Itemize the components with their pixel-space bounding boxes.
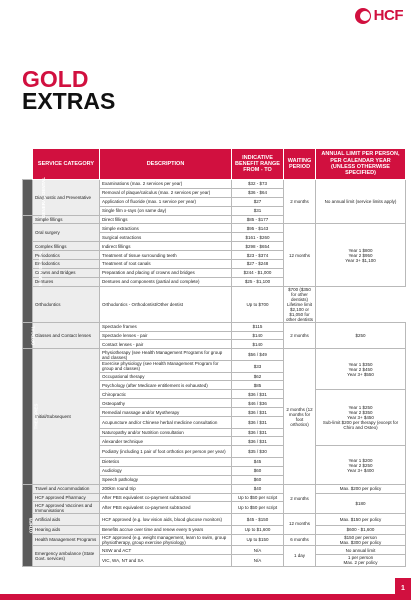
description-cell: Chiropractic [100, 390, 232, 399]
benefit-cell: $33 [232, 360, 284, 372]
table-row [23, 546, 406, 555]
benefit-cell: $35 / $30 [232, 446, 284, 458]
hcf-logo-mark-icon [355, 8, 371, 24]
benefit-cell: $45 [232, 457, 284, 466]
category-cell: Initial/Subsequent [33, 349, 100, 484]
description-cell: Speech pathology [100, 475, 232, 484]
description-cell: Exercise physiology (see Health Management Program for group and classes) [100, 360, 232, 372]
description-cell: Removal of plaque/calculus (max. 2 services per year) [100, 188, 232, 197]
benefit-cell: $36 / $31 [232, 437, 284, 446]
benefit-cell: $85 - $177 [232, 215, 284, 224]
limit-cell: $700 ($350 for other dentists) Lifetime limit $2,100 or $1,050 for other dentists [284, 286, 316, 322]
table-row [23, 484, 406, 493]
limit-cell: 1 per person Max. 2 per policy [316, 554, 406, 566]
title-line-2: EXTRAS [22, 88, 116, 114]
page-number: 1 [395, 578, 411, 600]
benefit-cell: $95 - $143 [232, 224, 284, 233]
benefit-cell: Up to $700 [232, 286, 284, 322]
category-cell: Crowns and Bridges [33, 268, 100, 277]
benefit-cell: $36 - $64 [232, 188, 284, 197]
group-general-dental: GENERAL DENTAL [23, 180, 33, 216]
page-title [22, 68, 115, 112]
group-other: OTHER [23, 484, 33, 566]
description-cell: Naturopathy and/or Nutrition consultation [100, 428, 232, 437]
group-major-dental: MAJOR DENTAL [23, 215, 33, 322]
benefit-cell: $40 [232, 484, 284, 493]
description-cell: Spectacle frames [100, 322, 232, 331]
table-row [23, 534, 406, 546]
description-cell: Remedial massage and/or Myotherapy [100, 408, 232, 417]
benefit-cell: $46 / $36 [232, 399, 284, 408]
benefit-cell: $23 - $374 [232, 251, 284, 260]
description-cell: NSW and ACT [100, 546, 232, 555]
benefit-cell: $140 [232, 331, 284, 340]
header-waiting: WAITING PERIOD [284, 149, 316, 180]
benefit-cell: $161 - $260 [232, 233, 284, 242]
hcf-logo-text: HCF [373, 7, 403, 24]
benefit-cell: N/A [232, 546, 284, 555]
description-cell: Psychology (after Medicare entitlement is exhausted) [100, 381, 232, 390]
description-cell: Osteopathy [100, 399, 232, 408]
limit-cell: Year 1 $800 Year 2 $950 Year 3+ $1,100 [316, 224, 406, 286]
benefit-cell: Up to $1,600 [232, 525, 284, 534]
benefit-cell: $60 [232, 475, 284, 484]
benefit-cell: Up to $50 per script [232, 502, 284, 514]
benefit-cell: $25 - $1,100 [232, 277, 284, 286]
limit-cell: No annual limit (service limits apply) [316, 180, 406, 224]
benefit-cell: N/A [232, 554, 284, 566]
benefits-table [22, 148, 406, 567]
limit-cell: Year 1 $350 Year 2 $450 Year 3+ $550 [316, 349, 406, 390]
category-cell: HCF approved Vaccines and Immunisations [33, 502, 100, 514]
category-cell: Diagnostic and Preventative [33, 180, 100, 216]
description-cell: HCF approved (e.g. low vision aids, blood glucose monitors) [100, 514, 232, 526]
benefit-cell: $140 [232, 340, 284, 349]
description-cell: Occupational therapy [100, 372, 232, 381]
description-cell: Alexander technique [100, 437, 232, 446]
limit-cell: Max. $200 per policy [316, 484, 406, 493]
category-cell: Oral surgery [33, 224, 100, 242]
header-benefit: INDICATIVE BENEFIT RANGE FROM - TO [232, 149, 284, 180]
benefit-cell: $45 - $150 [232, 514, 284, 526]
table-row [23, 224, 406, 233]
category-cell: Orthodontics [33, 286, 100, 322]
benefit-cell: $36 / $31 [232, 428, 284, 437]
footer-bar [0, 594, 395, 600]
benefit-cell: $298 - $654 [232, 242, 284, 251]
benefit-cell: $56 / $49 [232, 349, 284, 361]
category-cell: Travel and Accommodation [33, 484, 100, 493]
table-row [23, 525, 406, 534]
limit-cell: $150 per person Max. $300 per policy [316, 534, 406, 546]
table-header-row [23, 149, 406, 180]
waiting-cell: 2 months [284, 484, 316, 513]
description-cell: Preparation and placing of crowns and bridges [100, 268, 232, 277]
description-cell: Physiotherapy (see Health Management Programs for group and classes) [100, 349, 232, 361]
category-cell: Endodontics [33, 260, 100, 269]
description-cell: Spectacle lenses - pair [100, 331, 232, 340]
waiting-cell: 6 months [284, 534, 316, 546]
benefit-cell: $27 [232, 197, 284, 206]
category-cell: Complex fillings [33, 242, 100, 251]
waiting-cell: 2 months [284, 180, 316, 224]
category-cell: HCF approved Pharmacy [33, 493, 100, 502]
description-cell: HCF approved (e.g. weight management, learn to swim, group physiotherapy, group exercise physiology) [100, 534, 232, 546]
limit-cell: Year 1 $250 Year 2 $350 Year 3+ $450 Sub-limit $200 per therapy (except for Chiro and Osteo) [316, 390, 406, 446]
description-cell: Surgical extractions [100, 233, 232, 242]
category-cell: Emergency ambulance (State Govt. services) [33, 546, 100, 566]
benefit-cell: $27 - $248 [232, 260, 284, 269]
category-cell: Simple fillings [33, 215, 100, 224]
limit-cell: Max. $150 per policy [316, 514, 406, 526]
benefit-cell: $60 [232, 466, 284, 475]
table-row [23, 180, 406, 189]
limit-cell: $250 [316, 322, 406, 349]
description-cell: Simple extractions [100, 224, 232, 233]
waiting-cell: 12 months [284, 224, 316, 286]
benefit-cell: $36 / $31 [232, 417, 284, 429]
benefit-cell: $244 - $1,000 [232, 268, 284, 277]
description-cell: Audiology [100, 466, 232, 475]
category-cell: Dentures [33, 277, 100, 286]
description-cell: Single film x-rays (on same day) [100, 206, 232, 215]
description-cell: VIC, WA, NT and SA [100, 554, 232, 566]
description-cell: After PBS equivalent co-payment subtracted [100, 502, 232, 514]
header-description: DESCRIPTION [100, 149, 232, 180]
header-category: SERVICE CATEGORY [33, 149, 100, 180]
description-cell: 200km round trip [100, 484, 232, 493]
description-cell: After PBS equivalent co-payment subtracted [100, 493, 232, 502]
description-cell: Contact lenses - pair [100, 340, 232, 349]
description-cell: Examinations (max. 2 services per year) [100, 180, 232, 189]
benefit-cell: $62 [232, 372, 284, 381]
description-cell: Orthodontics - Orthodontist/Other dentist [100, 286, 232, 322]
limit-cell: $600 - $1,600 [316, 525, 406, 534]
benefit-cell: $36 / $31 [232, 390, 284, 399]
benefit-cell: Up to $50 per script [232, 493, 284, 502]
category-cell: Glasses and Contact lenses [33, 322, 100, 349]
waiting-cell: 2 months [284, 322, 316, 349]
description-cell: Application of fluoride (max. 1 service per year) [100, 197, 232, 206]
benefit-cell: $32 - $73 [232, 180, 284, 189]
description-cell: Treatment of root canals [100, 260, 232, 269]
header-limit: ANNUAL LIMIT PER PERSON, PER CALENDAR YEAR (UNLESS OTHERWISE SPECIFIED) [316, 149, 406, 180]
benefit-cell: Up to $150 [232, 534, 284, 546]
description-cell: Podiatry (including 1 pair of foot orthotics per person per year) [100, 446, 232, 458]
description-cell: Dietetics [100, 457, 232, 466]
table-row [23, 286, 406, 322]
description-cell: Benefits accrue over time and renew every 5 years [100, 525, 232, 534]
title-line-1: GOLD [22, 66, 89, 92]
category-cell: Periodontics [33, 251, 100, 260]
benefit-cell: $85 [232, 381, 284, 390]
group-therapies: THERAPIES [23, 349, 33, 484]
description-cell: Acupuncture and/or Chinese herbal medicine consultation [100, 417, 232, 429]
benefit-cell: $31 [232, 206, 284, 215]
category-cell: Health Management Programs [33, 534, 100, 546]
waiting-cell: 12 months [284, 514, 316, 534]
table-row [23, 493, 406, 502]
benefit-cell: $115 [232, 322, 284, 331]
category-cell: Hearing aids [33, 525, 100, 534]
table-row [23, 349, 406, 361]
table-row [23, 322, 406, 331]
limit-cell: $180 [316, 493, 406, 513]
limit-cell: Year 1 $200 Year 2 $250 Year 3+ $400 [316, 446, 406, 484]
waiting-cell: 1 day [284, 546, 316, 566]
description-cell: Treatment of tissue surrounding teeth [100, 251, 232, 260]
benefit-cell: $36 / $31 [232, 408, 284, 417]
group-optical: OPTICAL [23, 322, 33, 349]
category-cell: Artificial aids [33, 514, 100, 526]
waiting-cell: 2 months (12 months for foot orthotics) [284, 349, 316, 484]
description-cell: Indirect fillings [100, 242, 232, 251]
limit-cell: No annual limit [316, 546, 406, 555]
hcf-logo [355, 7, 403, 24]
table-row [23, 514, 406, 526]
description-cell: Dentures and components (partial and complete) [100, 277, 232, 286]
description-cell: Direct fillings [100, 215, 232, 224]
